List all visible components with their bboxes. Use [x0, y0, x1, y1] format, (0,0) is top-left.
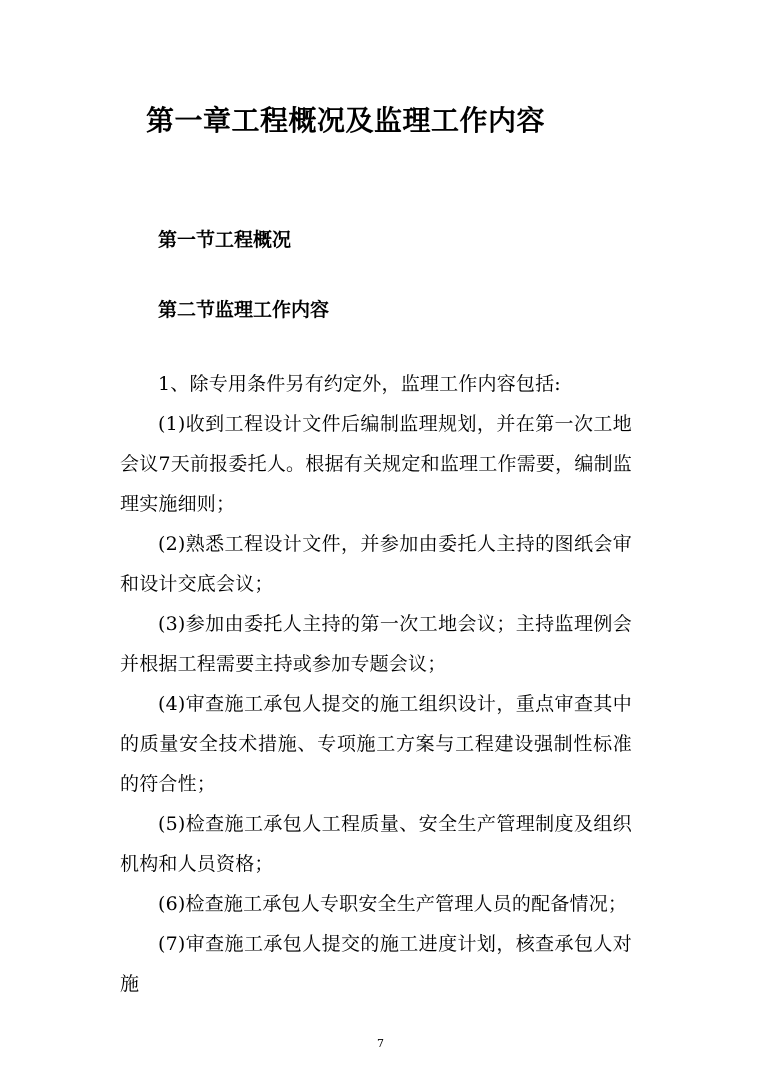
section-heading-supervision-work: 第二节监理工作内容	[158, 299, 330, 321]
paragraph-item-7: (7)审查施工承包人提交的施工进度计划，核查承包人对施	[120, 933, 632, 995]
paragraph-item-2: (2)熟悉工程设计文件，并参加由委托人主持的图纸会审和设计交底会议；	[120, 533, 632, 595]
section-heading-overview: 第一节工程概况	[158, 229, 292, 251]
paragraph-item-1: (1)收到工程设计文件后编制监理规划，并在第一次工地会议7天前报委托人。根据有关规定和监理工作需要，编制监理实施细则；	[120, 413, 632, 515]
paragraph-item-4: (4)审查施工承包人提交的施工组织设计，重点审查其中的质量安全技术措施、专项施工方案与工程建设强制性标准的符合性；	[120, 693, 632, 795]
paragraph-intro: 1、除专用条件另有约定外，监理工作内容包括:	[158, 373, 561, 395]
paragraph-item-5: (5)检查施工承包人工程质量、安全生产管理制度及组织机构和人员资格；	[120, 813, 632, 875]
paragraph-item-6: (6)检查施工承包人专职安全生产管理人员的配备情况；	[158, 893, 628, 915]
paragraph-item-3: (3)参加由委托人主持的第一次工地会议；主持监理例会并根据工程需要主持或参加专题会议；	[120, 613, 632, 675]
chapter-title: 第一章工程概况及监理工作内容	[146, 104, 546, 137]
body-text	[120, 364, 632, 1004]
page-number: 7	[377, 1037, 384, 1050]
